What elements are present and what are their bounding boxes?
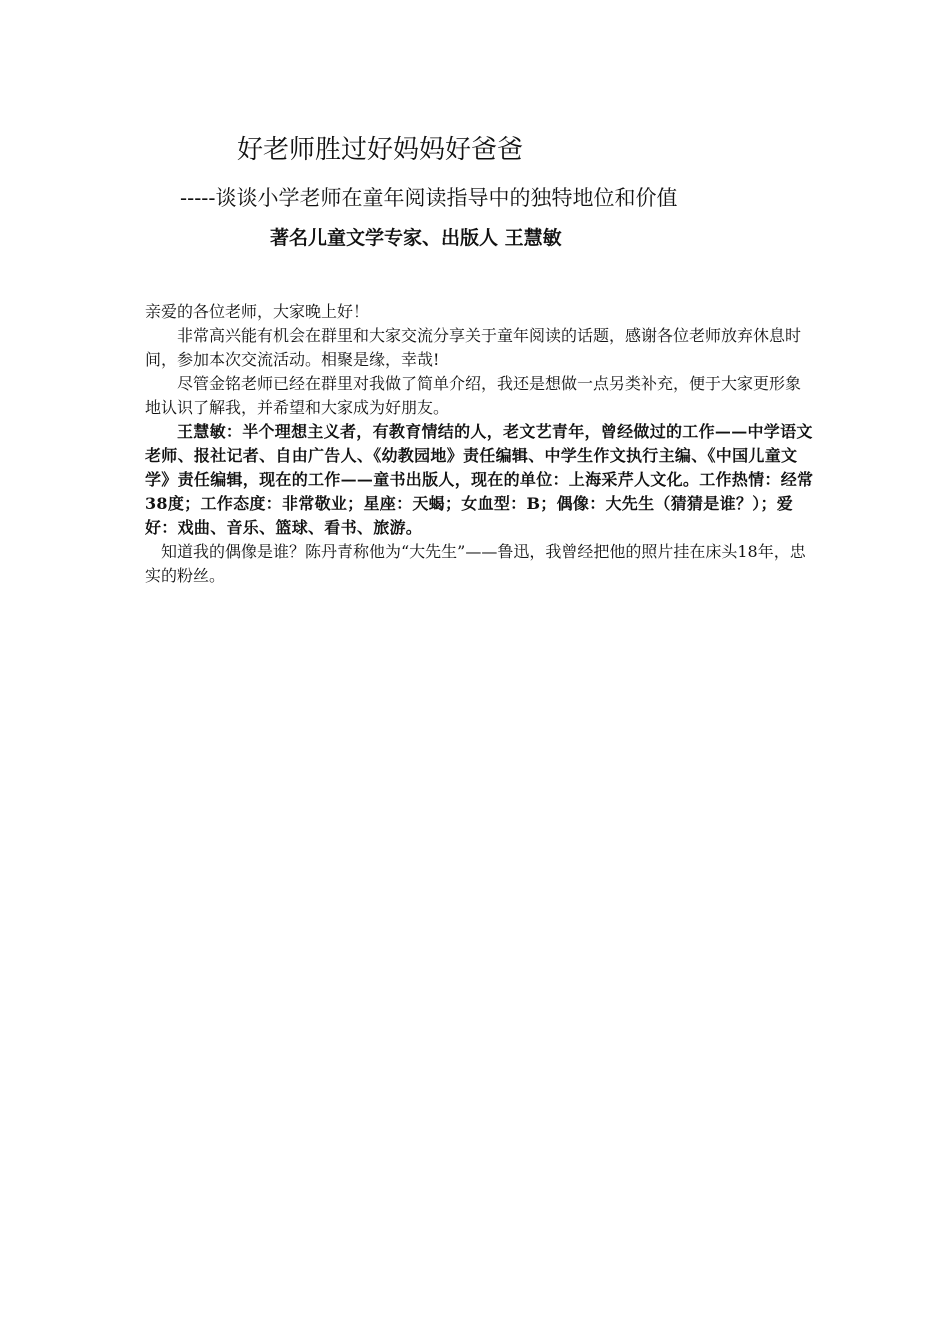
body-text: [145, 300, 815, 588]
document-title: 好老师胜过好妈妈好爸爸: [237, 135, 524, 165]
greeting-paragraph: 亲爱的各位老师，大家晚上好！: [145, 302, 370, 321]
author-line: 著名儿童文学专家、出版人 王慧敏: [270, 227, 562, 249]
document-subtitle: -----谈谈小学老师在童年阅读指导中的独特地位和价值: [180, 186, 678, 210]
introduction-paragraph: 尽管金铭老师已经在群里对我做了简单介绍，我还是想做一点另类补充，便于大家更形象地认识了解我，并希望和大家成为好朋友。: [145, 374, 802, 417]
idol-paragraph: 知道我的偶像是谁？陈丹青称他为“大先生”——鲁迅，我曾经把他的照片挂在床头18年，忠实的粉丝。: [145, 542, 806, 585]
intro-paragraph: 非常高兴能有机会在群里和大家交流分享关于童年阅读的话题，感谢各位老师放弃休息时间，参加本次交流活动。相聚是缘，幸哉!: [145, 326, 802, 369]
profile-paragraph: 王慧敏：半个理想主义者，有教育情结的人，老文艺青年，曾经做过的工作——中学语文老师、报社记者、自由广告人、《幼教园地》责任编辑、中学生作文执行主编、《中国儿童文学》责任编辑，现在的工作——童书出版人，现在的单位：上海采芹人文化。工作热情：经常38度；工作态度：非常敬业；星座：天蝎；女血型：B；偶像：大先生（猜猜是谁？）；爱好：戏曲、音乐、篮球、看书、旅游。: [145, 422, 814, 537]
